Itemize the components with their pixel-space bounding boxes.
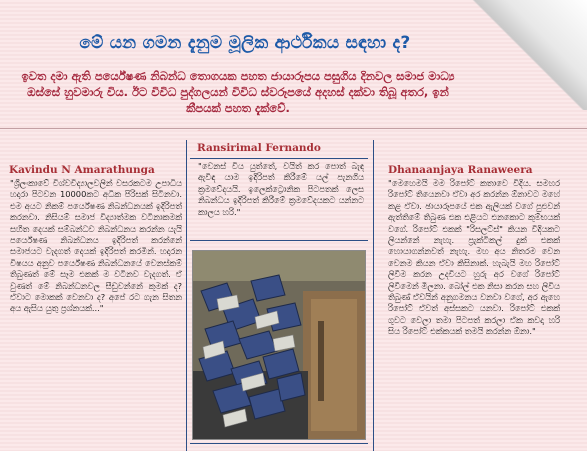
middle-column-text: "වෙනස් විය යුත්තේ, වයිත් කර පොත් බැඳ ඇවිඳ යාම ඉදිරිපත් කිරීමේ යල් පැනගිය ක්‍රමවේදයයි. ඉලෙක්ට්‍රොනික පිටපතක් ලෙස නිබන්ධය ඉදිරිපත් කිරීමේ ක්‍රමවේදයකට යන්නට කාලය හරි.": [198, 161, 364, 217]
left-column-text: "ශ්‍රීලංකාවේ විශ්වවිද්‍යාලවලින් වසරකටම උපාධිය හදාරා පිටවන 10000කට අධික පිරිසක් සිටිනවා. එම අයට නිකම් පර්යේෂණ නිබන්ධනයක් ඉදිරිපත් කරනවා. නිසියම් සමාජ විද්‍යාත්මක වටිනාකමක් සහිත දෙයක් සම්බන්ධව නිබන්ධනය කරන්න යැයි පර්යේෂණ නිබන්ධනය ඉදිරිපත් කරන්නේ සමාජයට වැදගත් දෙයක් ඉදිරිපත් කරමින්. හදාරන විෂයය අනුව පර්යේෂණ නිබන්ධනයේ වෙනස්කම් තිබුණත් මේ සෑම එකක් ම වටිනව වැදගත්. ඒ වුණත් මේ නිබන්ධනවල සීඩුවන්නේ කුමක් ද? ඒවාට මොකක් වෙනවා ද? අපේ රට ගැන සිතන අය ඇසිය යුතු ප්‍රශ්නයක්...": [10, 178, 182, 314]
middle-bottom-rule: [190, 443, 368, 444]
column-divider-left: [186, 140, 187, 451]
page-title: මේ යන ගමන දැනුම මූලික ආර්ථිකය සඳහා ද?: [79, 33, 411, 53]
right-author: Dhanaanjaya Ranaweera: [388, 164, 533, 176]
header-divider: [0, 128, 587, 129]
page-curl-decoration: [467, 0, 587, 110]
middle-author: Ransirimal Fernando: [197, 142, 321, 154]
discarded-theses-photo: [192, 250, 366, 440]
intro-paragraph: ඉවත දමා ඇති පර්යේෂණ නිබන්ධ තොගයක පහත ජායාරූපය පසුගිය දිනවල සමාජ මාධ්‍ය ඔස්සේ හුවමාරු විය. ඊට විවිධ පුද්ගලයන් විවිධ ස්වරූපයේ අදහස් දක්වා තිබූ අතර, ඉන් කීපයක් පහත දැක්වේ.: [21, 69, 455, 115]
right-column-text: "මෙහෙමයි මම රිපෝට් කතාවෙ විදිය. සමහර රිපෝට් තියෙනවා ඒවා අර කරන්න ඕනාවට මහේ කළ ඒවා. ඡායාරූපයේ එක ඇලියක් වගේ පුළුවන් ඇත්තිමේ තිබුණ එක එළියට එනකොට කුම්භයක් වගේ. රිපෝට් එකක් "රිසලට්ස්" කියන විදියකට ලියන්නේ නැහැ. ප්‍රැක්ටිකල් දුක් එකක් හොයාගන්නවත් නැහැ. මහ අය නිතරම වෙන වෙනම කියන ඒවා කිසිනාක්. හැබැයි මහ රිපෝට් ලිවීම කරන උදවියට හුරු අර වගේ රිපෝට් ලිවීමෙන් මිලනා. බෝල් එක නිසා කරන සහ ලිවිය තිබුණ් ඒවයින් අනුගමනය වනවා වගේ, අර ඇහෙ රිපෝට් ඒවත් අස්සකට යනවා. රිපෝට් එකක් ගුවට වෙලා තමා පිටපත් කරලා ඒක කවදා හරි සිය රිපෝට් එක්කයක් තමයි කරන්න ඕනා.": [388, 178, 560, 337]
middle-quote-top-rule: [190, 158, 368, 159]
left-author: Kavindu N Amarathunga: [9, 164, 155, 176]
middle-quote-bottom-rule: [190, 240, 368, 241]
column-divider-right: [373, 140, 374, 451]
